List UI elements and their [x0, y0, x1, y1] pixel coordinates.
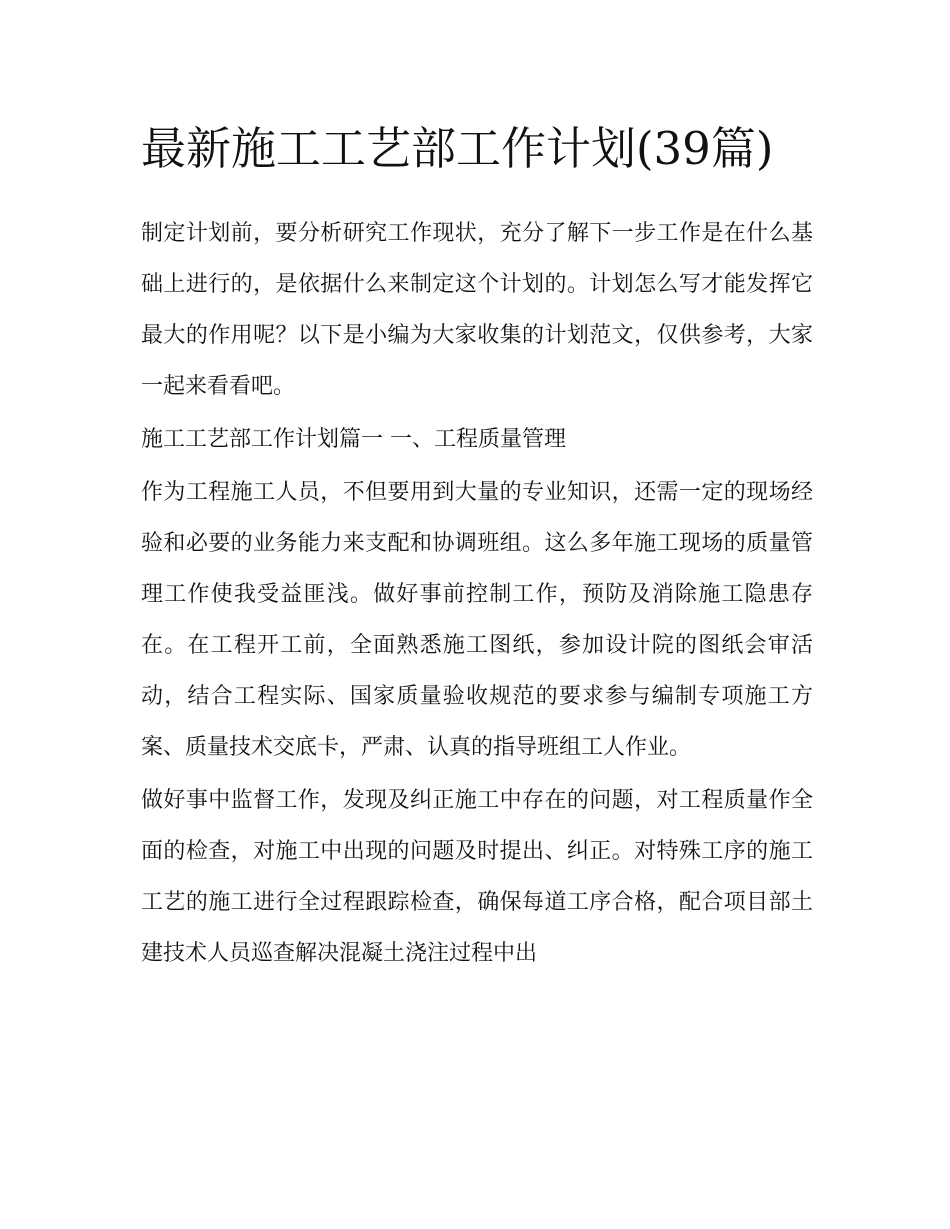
intro-paragraph: 制定计划前，要分析研究工作现状，充分了解下一步工作是在什么基础上进行的，是依据什么来制定这个计划的。计划怎么写才能发挥它最大的作用呢？以下是小编为大家收集的计划范文，仅供参考，大家一起来看看吧。	[141, 221, 813, 399]
section-heading: 施工工艺部工作计划篇一 一、工程质量管理	[141, 427, 566, 452]
body-paragraph: 作为工程施工人员，不但要用到大量的专业知识，还需一定的现场经验和必要的业务能力来支配和协调班组。这么多年施工现场的质量管理工作使我受益匪浅。做好事前控制工作，预防及消除施工隐患存在。在工程开工前，全面熟悉施工图纸，参加设计院的图纸会审活动，结合工程实际、国家质量验收规范的要求参与编制专项施工方案、质量技术交底卡，严肃、认真的指导班组工人作业。	[141, 480, 813, 760]
document-title: 最新施工工艺部工作计划(39篇)	[141, 122, 774, 175]
body-paragraph: 做好事中监督工作，发现及纠正施工中存在的问题，对工程质量作全面的检查，对施工中出现的问题及时提出、纠正。对特殊工序的施工工艺的施工进行全过程跟踪检查，确保每道工序合格，配合项目部土建技术人员巡查解决混凝土浇注过程中出	[141, 788, 813, 966]
document-body	[141, 110, 813, 981]
